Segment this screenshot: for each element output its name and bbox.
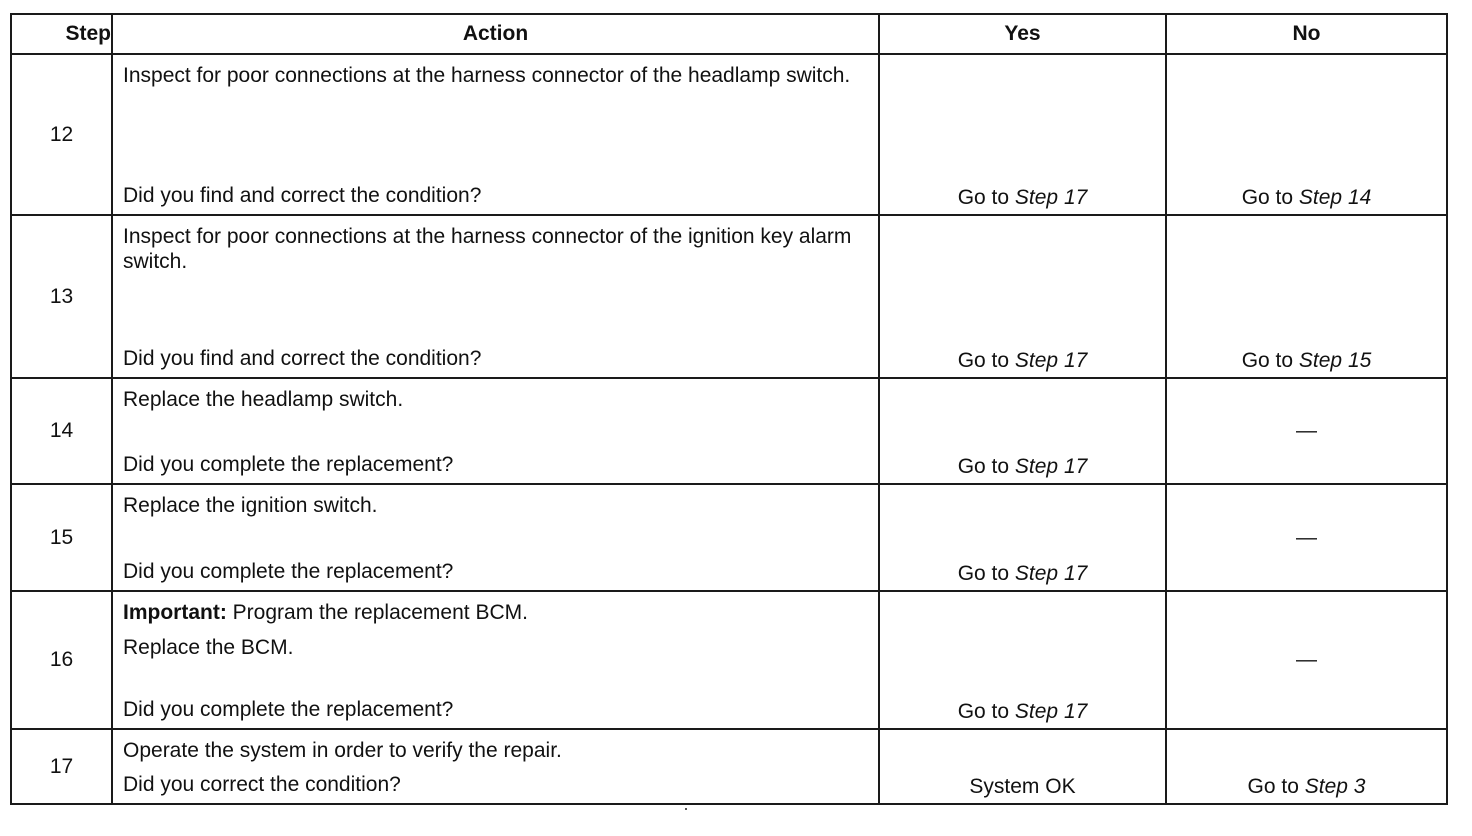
no-cell: [1166, 378, 1447, 484]
step-number: 15: [11, 484, 112, 591]
step-number: 17: [11, 729, 112, 804]
no-dash: —: [1296, 419, 1317, 442]
important-text: Program the replacement BCM.: [232, 601, 528, 624]
yes-prefix: Go to: [957, 455, 1010, 478]
question-text: Did you correct the condition?: [123, 773, 401, 796]
yes-prefix: Go to: [957, 562, 1010, 585]
question-text: Did you complete the replacement?: [123, 453, 454, 476]
scan-speck: [685, 808, 687, 810]
no-cell: [1166, 591, 1447, 729]
important-note: [123, 600, 868, 625]
no-step-ref: Step 14: [1298, 186, 1372, 209]
table-row: [11, 215, 1447, 378]
no-dash: —: [1296, 525, 1317, 549]
action-cell: [112, 54, 879, 215]
yes-cell: [879, 729, 1166, 804]
header-row: [11, 14, 1447, 54]
table-row: [11, 378, 1447, 484]
no-step-ref: Step 3: [1304, 775, 1366, 798]
action-cell: [112, 591, 879, 729]
yes-cell: [879, 378, 1166, 484]
diagnostic-table: [10, 13, 1448, 805]
header-action: Action: [112, 14, 879, 54]
question-text: Did you complete the replacement?: [123, 698, 454, 721]
no-step-ref: Step 15: [1298, 349, 1372, 372]
action-text: Replace the ignition switch.: [123, 494, 378, 517]
no-cell: [1166, 54, 1447, 215]
yes-step-ref: Step 17: [1014, 455, 1088, 478]
action-cell: [112, 378, 879, 484]
action-text: Inspect for poor connections at the harness connector of the ignition key alarm switch.: [123, 225, 852, 273]
no-dash: —: [1296, 648, 1317, 671]
action-text: Replace the headlamp switch.: [123, 388, 404, 411]
header-yes: Yes: [879, 14, 1166, 54]
no-prefix: Go to: [1241, 349, 1294, 372]
yes-step-ref: Step 17: [1014, 700, 1088, 723]
action-cell: [112, 729, 879, 804]
yes-cell: [879, 484, 1166, 591]
yes-prefix: Go to: [957, 186, 1010, 209]
question-text: Did you complete the replacement?: [123, 560, 454, 583]
action-text: Operate the system in order to verify the repair.: [123, 739, 562, 762]
table-row: [11, 591, 1447, 729]
step-number: 16: [11, 591, 112, 729]
step-number: 12: [11, 54, 112, 215]
yes-step-ref: Step 17: [1014, 349, 1088, 372]
no-cell: [1166, 729, 1447, 804]
action-cell: [112, 484, 879, 591]
important-label: Important:: [123, 601, 227, 624]
no-prefix: Go to: [1241, 186, 1294, 209]
yes-cell: [879, 591, 1166, 729]
no-cell: [1166, 215, 1447, 378]
action-text: Replace the BCM.: [123, 636, 294, 659]
table-row: [11, 54, 1447, 215]
question-text: Did you find and correct the condition?: [123, 347, 482, 370]
no-prefix: Go to: [1247, 775, 1299, 798]
yes-step-ref: Step 17: [1014, 186, 1088, 209]
step-number: 14: [11, 378, 112, 484]
action-cell: [112, 215, 879, 378]
yes-step-ref: Step 17: [1014, 562, 1088, 585]
header-no: No: [1166, 14, 1447, 54]
table-row: [11, 729, 1447, 804]
question-text: Did you find and correct the condition?: [123, 184, 482, 207]
yes-result: System OK: [969, 775, 1076, 798]
yes-cell: [879, 215, 1166, 378]
header-step: Step: [11, 14, 112, 54]
yes-prefix: Go to: [957, 349, 1010, 372]
action-text: Inspect for poor connections at the harness connector of the headlamp switch.: [123, 64, 851, 87]
yes-cell: [879, 54, 1166, 215]
yes-prefix: Go to: [957, 700, 1010, 723]
table-row: [11, 484, 1447, 591]
no-cell: [1166, 484, 1447, 591]
step-number: 13: [11, 215, 112, 378]
